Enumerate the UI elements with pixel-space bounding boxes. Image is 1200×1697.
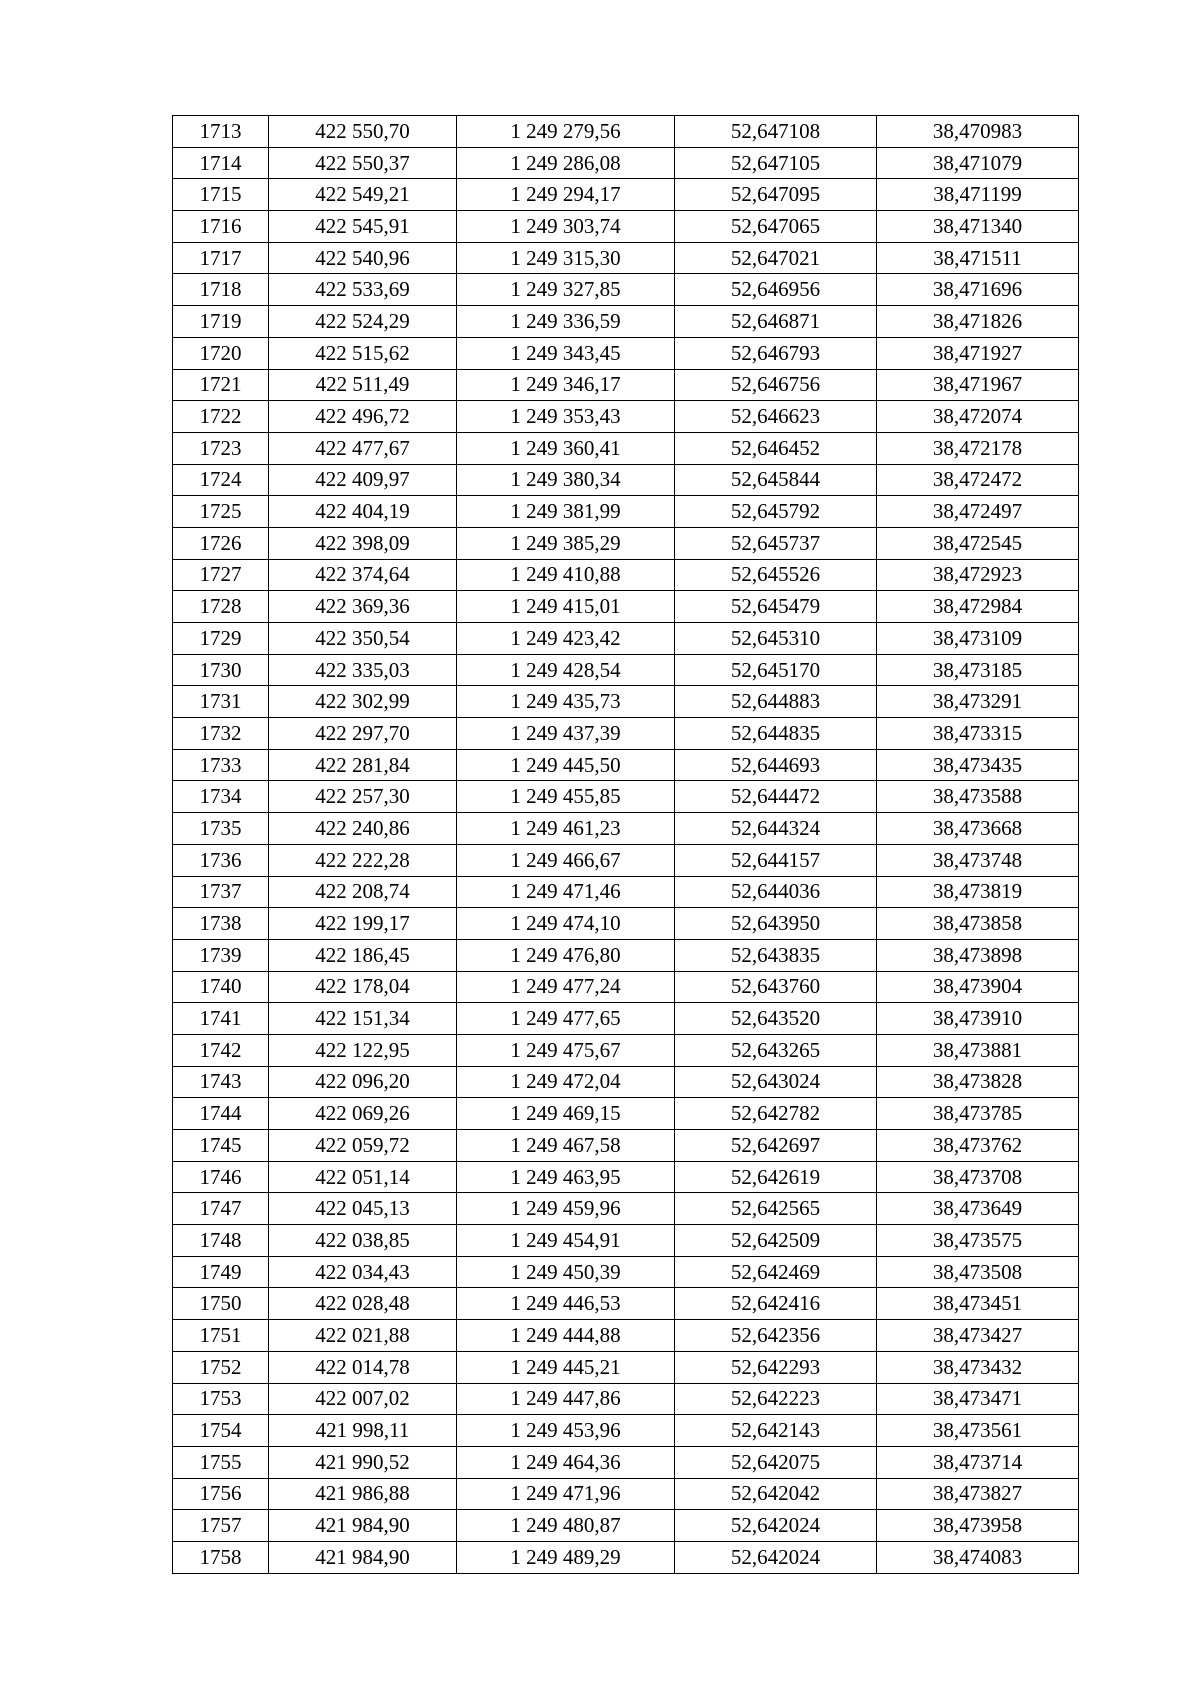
point-number-cell: 1748 — [173, 1225, 269, 1257]
table-row — [173, 1066, 1079, 1098]
table-row — [173, 654, 1079, 686]
point-number-cell: 1749 — [173, 1256, 269, 1288]
point-number-cell: 1725 — [173, 496, 269, 528]
x-coordinate-cell: 422 051,14 — [269, 1161, 457, 1193]
y-coordinate-cell: 1 249 466,67 — [457, 844, 675, 876]
y-coordinate-cell: 1 249 471,46 — [457, 876, 675, 908]
longitude-cell: 38,472497 — [877, 496, 1079, 528]
latitude-cell: 52,645479 — [675, 591, 877, 623]
latitude-cell: 52,645310 — [675, 623, 877, 655]
longitude-cell: 38,473785 — [877, 1098, 1079, 1130]
y-coordinate-cell: 1 249 415,01 — [457, 591, 675, 623]
y-coordinate-cell: 1 249 489,29 — [457, 1541, 675, 1573]
longitude-cell: 38,473828 — [877, 1066, 1079, 1098]
table-row — [173, 1225, 1079, 1257]
table-row — [173, 1383, 1079, 1415]
latitude-cell: 52,646956 — [675, 274, 877, 306]
latitude-cell: 52,645526 — [675, 559, 877, 591]
table-row — [173, 1256, 1079, 1288]
x-coordinate-cell: 422 069,26 — [269, 1098, 457, 1130]
longitude-cell: 38,473708 — [877, 1161, 1079, 1193]
x-coordinate-cell: 422 178,04 — [269, 971, 457, 1003]
table-row — [173, 1510, 1079, 1542]
x-coordinate-cell: 421 986,88 — [269, 1478, 457, 1510]
x-coordinate-cell: 422 281,84 — [269, 749, 457, 781]
longitude-cell: 38,473435 — [877, 749, 1079, 781]
x-coordinate-cell: 422 404,19 — [269, 496, 457, 528]
point-number-cell: 1731 — [173, 686, 269, 718]
y-coordinate-cell: 1 249 327,85 — [457, 274, 675, 306]
longitude-cell: 38,473315 — [877, 718, 1079, 750]
point-number-cell: 1737 — [173, 876, 269, 908]
latitude-cell: 52,645792 — [675, 496, 877, 528]
point-number-cell: 1729 — [173, 623, 269, 655]
y-coordinate-cell: 1 249 437,39 — [457, 718, 675, 750]
y-coordinate-cell: 1 249 445,21 — [457, 1351, 675, 1383]
latitude-cell: 52,642565 — [675, 1193, 877, 1225]
latitude-cell: 52,647065 — [675, 211, 877, 243]
y-coordinate-cell: 1 249 477,24 — [457, 971, 675, 1003]
point-number-cell: 1732 — [173, 718, 269, 750]
x-coordinate-cell: 422 550,70 — [269, 116, 457, 148]
table-row — [173, 844, 1079, 876]
y-coordinate-cell: 1 249 467,58 — [457, 1130, 675, 1162]
y-coordinate-cell: 1 249 447,86 — [457, 1383, 675, 1415]
point-number-cell: 1741 — [173, 1003, 269, 1035]
y-coordinate-cell: 1 249 360,41 — [457, 432, 675, 464]
longitude-cell: 38,473649 — [877, 1193, 1079, 1225]
y-coordinate-cell: 1 249 480,87 — [457, 1510, 675, 1542]
x-coordinate-cell: 421 984,90 — [269, 1510, 457, 1542]
longitude-cell: 38,473714 — [877, 1446, 1079, 1478]
point-number-cell: 1758 — [173, 1541, 269, 1573]
table-row — [173, 876, 1079, 908]
latitude-cell: 52,644835 — [675, 718, 877, 750]
longitude-cell: 38,472984 — [877, 591, 1079, 623]
y-coordinate-cell: 1 249 475,67 — [457, 1034, 675, 1066]
x-coordinate-cell: 421 990,52 — [269, 1446, 457, 1478]
y-coordinate-cell: 1 249 444,88 — [457, 1320, 675, 1352]
latitude-cell: 52,642143 — [675, 1415, 877, 1447]
x-coordinate-cell: 422 186,45 — [269, 939, 457, 971]
table-row — [173, 116, 1079, 148]
table-row — [173, 1161, 1079, 1193]
latitude-cell: 52,644324 — [675, 813, 877, 845]
latitude-cell: 52,643835 — [675, 939, 877, 971]
longitude-cell: 38,471826 — [877, 306, 1079, 338]
longitude-cell: 38,473109 — [877, 623, 1079, 655]
table-row — [173, 464, 1079, 496]
y-coordinate-cell: 1 249 450,39 — [457, 1256, 675, 1288]
longitude-cell: 38,473451 — [877, 1288, 1079, 1320]
latitude-cell: 52,642223 — [675, 1383, 877, 1415]
point-number-cell: 1746 — [173, 1161, 269, 1193]
table-row — [173, 1415, 1079, 1447]
table-row — [173, 1130, 1079, 1162]
y-coordinate-cell: 1 249 454,91 — [457, 1225, 675, 1257]
latitude-cell: 52,643265 — [675, 1034, 877, 1066]
table-row — [173, 496, 1079, 528]
table-row — [173, 147, 1079, 179]
y-coordinate-cell: 1 249 346,17 — [457, 369, 675, 401]
point-number-cell: 1719 — [173, 306, 269, 338]
y-coordinate-cell: 1 249 455,85 — [457, 781, 675, 813]
table-row — [173, 242, 1079, 274]
x-coordinate-cell: 422 028,48 — [269, 1288, 457, 1320]
x-coordinate-cell: 422 549,21 — [269, 179, 457, 211]
table-row — [173, 686, 1079, 718]
latitude-cell: 52,646871 — [675, 306, 877, 338]
x-coordinate-cell: 422 477,67 — [269, 432, 457, 464]
x-coordinate-cell: 422 208,74 — [269, 876, 457, 908]
table-row — [173, 1193, 1079, 1225]
point-number-cell: 1720 — [173, 337, 269, 369]
y-coordinate-cell: 1 249 446,53 — [457, 1288, 675, 1320]
x-coordinate-cell: 422 257,30 — [269, 781, 457, 813]
table-row — [173, 1034, 1079, 1066]
longitude-cell: 38,471199 — [877, 179, 1079, 211]
latitude-cell: 52,642356 — [675, 1320, 877, 1352]
point-number-cell: 1733 — [173, 749, 269, 781]
latitude-cell: 52,642293 — [675, 1351, 877, 1383]
point-number-cell: 1740 — [173, 971, 269, 1003]
y-coordinate-cell: 1 249 453,96 — [457, 1415, 675, 1447]
longitude-cell: 38,473575 — [877, 1225, 1079, 1257]
x-coordinate-cell: 422 515,62 — [269, 337, 457, 369]
point-number-cell: 1752 — [173, 1351, 269, 1383]
latitude-cell: 52,644157 — [675, 844, 877, 876]
table-row — [173, 306, 1079, 338]
x-coordinate-cell: 422 409,97 — [269, 464, 457, 496]
longitude-cell: 38,473432 — [877, 1351, 1079, 1383]
longitude-cell: 38,472923 — [877, 559, 1079, 591]
latitude-cell: 52,647105 — [675, 147, 877, 179]
longitude-cell: 38,472472 — [877, 464, 1079, 496]
latitude-cell: 52,642469 — [675, 1256, 877, 1288]
point-number-cell: 1723 — [173, 432, 269, 464]
x-coordinate-cell: 422 533,69 — [269, 274, 457, 306]
x-coordinate-cell: 422 550,37 — [269, 147, 457, 179]
x-coordinate-cell: 422 302,99 — [269, 686, 457, 718]
x-coordinate-cell: 422 240,86 — [269, 813, 457, 845]
longitude-cell: 38,473561 — [877, 1415, 1079, 1447]
point-number-cell: 1714 — [173, 147, 269, 179]
x-coordinate-cell: 422 335,03 — [269, 654, 457, 686]
x-coordinate-cell: 422 545,91 — [269, 211, 457, 243]
longitude-cell: 38,473588 — [877, 781, 1079, 813]
point-number-cell: 1713 — [173, 116, 269, 148]
longitude-cell: 38,471340 — [877, 211, 1079, 243]
point-number-cell: 1747 — [173, 1193, 269, 1225]
table-row — [173, 939, 1079, 971]
x-coordinate-cell: 422 021,88 — [269, 1320, 457, 1352]
point-number-cell: 1754 — [173, 1415, 269, 1447]
table-row — [173, 337, 1079, 369]
x-coordinate-cell: 422 350,54 — [269, 623, 457, 655]
longitude-cell: 38,473910 — [877, 1003, 1079, 1035]
x-coordinate-cell: 422 122,95 — [269, 1034, 457, 1066]
x-coordinate-cell: 422 222,28 — [269, 844, 457, 876]
table-row — [173, 401, 1079, 433]
x-coordinate-cell: 422 038,85 — [269, 1225, 457, 1257]
longitude-cell: 38,473185 — [877, 654, 1079, 686]
latitude-cell: 52,645737 — [675, 527, 877, 559]
latitude-cell: 52,643520 — [675, 1003, 877, 1035]
latitude-cell: 52,642782 — [675, 1098, 877, 1130]
point-number-cell: 1721 — [173, 369, 269, 401]
latitude-cell: 52,644036 — [675, 876, 877, 908]
longitude-cell: 38,473291 — [877, 686, 1079, 718]
longitude-cell: 38,474083 — [877, 1541, 1079, 1573]
longitude-cell: 38,471696 — [877, 274, 1079, 306]
latitude-cell: 52,642024 — [675, 1541, 877, 1573]
longitude-cell: 38,472074 — [877, 401, 1079, 433]
latitude-cell: 52,643024 — [675, 1066, 877, 1098]
point-number-cell: 1744 — [173, 1098, 269, 1130]
point-number-cell: 1742 — [173, 1034, 269, 1066]
y-coordinate-cell: 1 249 353,43 — [457, 401, 675, 433]
y-coordinate-cell: 1 249 459,96 — [457, 1193, 675, 1225]
point-number-cell: 1722 — [173, 401, 269, 433]
longitude-cell: 38,473958 — [877, 1510, 1079, 1542]
point-number-cell: 1753 — [173, 1383, 269, 1415]
point-number-cell: 1751 — [173, 1320, 269, 1352]
longitude-cell: 38,473819 — [877, 876, 1079, 908]
y-coordinate-cell: 1 249 435,73 — [457, 686, 675, 718]
longitude-cell: 38,473858 — [877, 908, 1079, 940]
x-coordinate-cell: 422 297,70 — [269, 718, 457, 750]
longitude-cell: 38,472178 — [877, 432, 1079, 464]
y-coordinate-cell: 1 249 463,95 — [457, 1161, 675, 1193]
table-row — [173, 908, 1079, 940]
point-number-cell: 1750 — [173, 1288, 269, 1320]
latitude-cell: 52,645170 — [675, 654, 877, 686]
longitude-cell: 38,472545 — [877, 527, 1079, 559]
latitude-cell: 52,644883 — [675, 686, 877, 718]
y-coordinate-cell: 1 249 423,42 — [457, 623, 675, 655]
latitude-cell: 52,642509 — [675, 1225, 877, 1257]
table-row — [173, 211, 1079, 243]
latitude-cell: 52,646623 — [675, 401, 877, 433]
latitude-cell: 52,644472 — [675, 781, 877, 813]
longitude-cell: 38,473881 — [877, 1034, 1079, 1066]
point-number-cell: 1739 — [173, 939, 269, 971]
table-row — [173, 1288, 1079, 1320]
latitude-cell: 52,643950 — [675, 908, 877, 940]
y-coordinate-cell: 1 249 315,30 — [457, 242, 675, 274]
point-number-cell: 1755 — [173, 1446, 269, 1478]
latitude-cell: 52,646452 — [675, 432, 877, 464]
latitude-cell: 52,642697 — [675, 1130, 877, 1162]
x-coordinate-cell: 422 007,02 — [269, 1383, 457, 1415]
y-coordinate-cell: 1 249 286,08 — [457, 147, 675, 179]
point-number-cell: 1716 — [173, 211, 269, 243]
point-number-cell: 1715 — [173, 179, 269, 211]
y-coordinate-cell: 1 249 294,17 — [457, 179, 675, 211]
y-coordinate-cell: 1 249 428,54 — [457, 654, 675, 686]
x-coordinate-cell: 422 496,72 — [269, 401, 457, 433]
y-coordinate-cell: 1 249 445,50 — [457, 749, 675, 781]
latitude-cell: 52,643760 — [675, 971, 877, 1003]
table-row — [173, 1320, 1079, 1352]
point-number-cell: 1728 — [173, 591, 269, 623]
point-number-cell: 1730 — [173, 654, 269, 686]
table-row — [173, 559, 1079, 591]
table-row — [173, 1478, 1079, 1510]
table-row — [173, 591, 1079, 623]
table-row — [173, 813, 1079, 845]
longitude-cell: 38,473508 — [877, 1256, 1079, 1288]
table-row — [173, 1446, 1079, 1478]
table-row — [173, 623, 1079, 655]
y-coordinate-cell: 1 249 380,34 — [457, 464, 675, 496]
longitude-cell: 38,471079 — [877, 147, 1079, 179]
point-number-cell: 1745 — [173, 1130, 269, 1162]
y-coordinate-cell: 1 249 410,88 — [457, 559, 675, 591]
latitude-cell: 52,642024 — [675, 1510, 877, 1542]
point-number-cell: 1727 — [173, 559, 269, 591]
x-coordinate-cell: 422 014,78 — [269, 1351, 457, 1383]
point-number-cell: 1734 — [173, 781, 269, 813]
point-number-cell: 1738 — [173, 908, 269, 940]
point-number-cell: 1735 — [173, 813, 269, 845]
x-coordinate-cell: 421 984,90 — [269, 1541, 457, 1573]
y-coordinate-cell: 1 249 472,04 — [457, 1066, 675, 1098]
point-number-cell: 1757 — [173, 1510, 269, 1542]
y-coordinate-cell: 1 249 461,23 — [457, 813, 675, 845]
y-coordinate-cell: 1 249 343,45 — [457, 337, 675, 369]
table-row — [173, 749, 1079, 781]
table-row — [173, 718, 1079, 750]
latitude-cell: 52,642075 — [675, 1446, 877, 1478]
longitude-cell: 38,471927 — [877, 337, 1079, 369]
longitude-cell: 38,470983 — [877, 116, 1079, 148]
y-coordinate-cell: 1 249 381,99 — [457, 496, 675, 528]
y-coordinate-cell: 1 249 385,29 — [457, 527, 675, 559]
point-number-cell: 1743 — [173, 1066, 269, 1098]
coordinates-table — [172, 115, 1079, 1574]
x-coordinate-cell: 422 034,43 — [269, 1256, 457, 1288]
latitude-cell: 52,646756 — [675, 369, 877, 401]
point-number-cell: 1726 — [173, 527, 269, 559]
y-coordinate-cell: 1 249 279,56 — [457, 116, 675, 148]
x-coordinate-cell: 422 199,17 — [269, 908, 457, 940]
y-coordinate-cell: 1 249 476,80 — [457, 939, 675, 971]
latitude-cell: 52,646793 — [675, 337, 877, 369]
table-row — [173, 274, 1079, 306]
point-number-cell: 1724 — [173, 464, 269, 496]
x-coordinate-cell: 422 151,34 — [269, 1003, 457, 1035]
latitude-cell: 52,647108 — [675, 116, 877, 148]
x-coordinate-cell: 421 998,11 — [269, 1415, 457, 1447]
x-coordinate-cell: 422 398,09 — [269, 527, 457, 559]
longitude-cell: 38,473904 — [877, 971, 1079, 1003]
table-row — [173, 1541, 1079, 1573]
table-row — [173, 1351, 1079, 1383]
longitude-cell: 38,473668 — [877, 813, 1079, 845]
latitude-cell: 52,645844 — [675, 464, 877, 496]
table-row — [173, 971, 1079, 1003]
point-number-cell: 1718 — [173, 274, 269, 306]
coordinates-table-body — [173, 116, 1079, 1574]
longitude-cell: 38,473748 — [877, 844, 1079, 876]
y-coordinate-cell: 1 249 477,65 — [457, 1003, 675, 1035]
y-coordinate-cell: 1 249 471,96 — [457, 1478, 675, 1510]
latitude-cell: 52,647021 — [675, 242, 877, 274]
longitude-cell: 38,471511 — [877, 242, 1079, 274]
latitude-cell: 52,647095 — [675, 179, 877, 211]
table-row — [173, 369, 1079, 401]
x-coordinate-cell: 422 096,20 — [269, 1066, 457, 1098]
latitude-cell: 52,642619 — [675, 1161, 877, 1193]
longitude-cell: 38,473827 — [877, 1478, 1079, 1510]
table-row — [173, 781, 1079, 813]
longitude-cell: 38,473898 — [877, 939, 1079, 971]
y-coordinate-cell: 1 249 474,10 — [457, 908, 675, 940]
longitude-cell: 38,471967 — [877, 369, 1079, 401]
longitude-cell: 38,473427 — [877, 1320, 1079, 1352]
latitude-cell: 52,642042 — [675, 1478, 877, 1510]
point-number-cell: 1717 — [173, 242, 269, 274]
y-coordinate-cell: 1 249 336,59 — [457, 306, 675, 338]
x-coordinate-cell: 422 540,96 — [269, 242, 457, 274]
table-row — [173, 1098, 1079, 1130]
x-coordinate-cell: 422 369,36 — [269, 591, 457, 623]
table-row — [173, 1003, 1079, 1035]
table-row — [173, 432, 1079, 464]
x-coordinate-cell: 422 524,29 — [269, 306, 457, 338]
y-coordinate-cell: 1 249 303,74 — [457, 211, 675, 243]
longitude-cell: 38,473762 — [877, 1130, 1079, 1162]
longitude-cell: 38,473471 — [877, 1383, 1079, 1415]
table-row — [173, 179, 1079, 211]
point-number-cell: 1756 — [173, 1478, 269, 1510]
y-coordinate-cell: 1 249 469,15 — [457, 1098, 675, 1130]
x-coordinate-cell: 422 059,72 — [269, 1130, 457, 1162]
y-coordinate-cell: 1 249 464,36 — [457, 1446, 675, 1478]
x-coordinate-cell: 422 045,13 — [269, 1193, 457, 1225]
table-row — [173, 527, 1079, 559]
x-coordinate-cell: 422 374,64 — [269, 559, 457, 591]
point-number-cell: 1736 — [173, 844, 269, 876]
latitude-cell: 52,644693 — [675, 749, 877, 781]
x-coordinate-cell: 422 511,49 — [269, 369, 457, 401]
latitude-cell: 52,642416 — [675, 1288, 877, 1320]
